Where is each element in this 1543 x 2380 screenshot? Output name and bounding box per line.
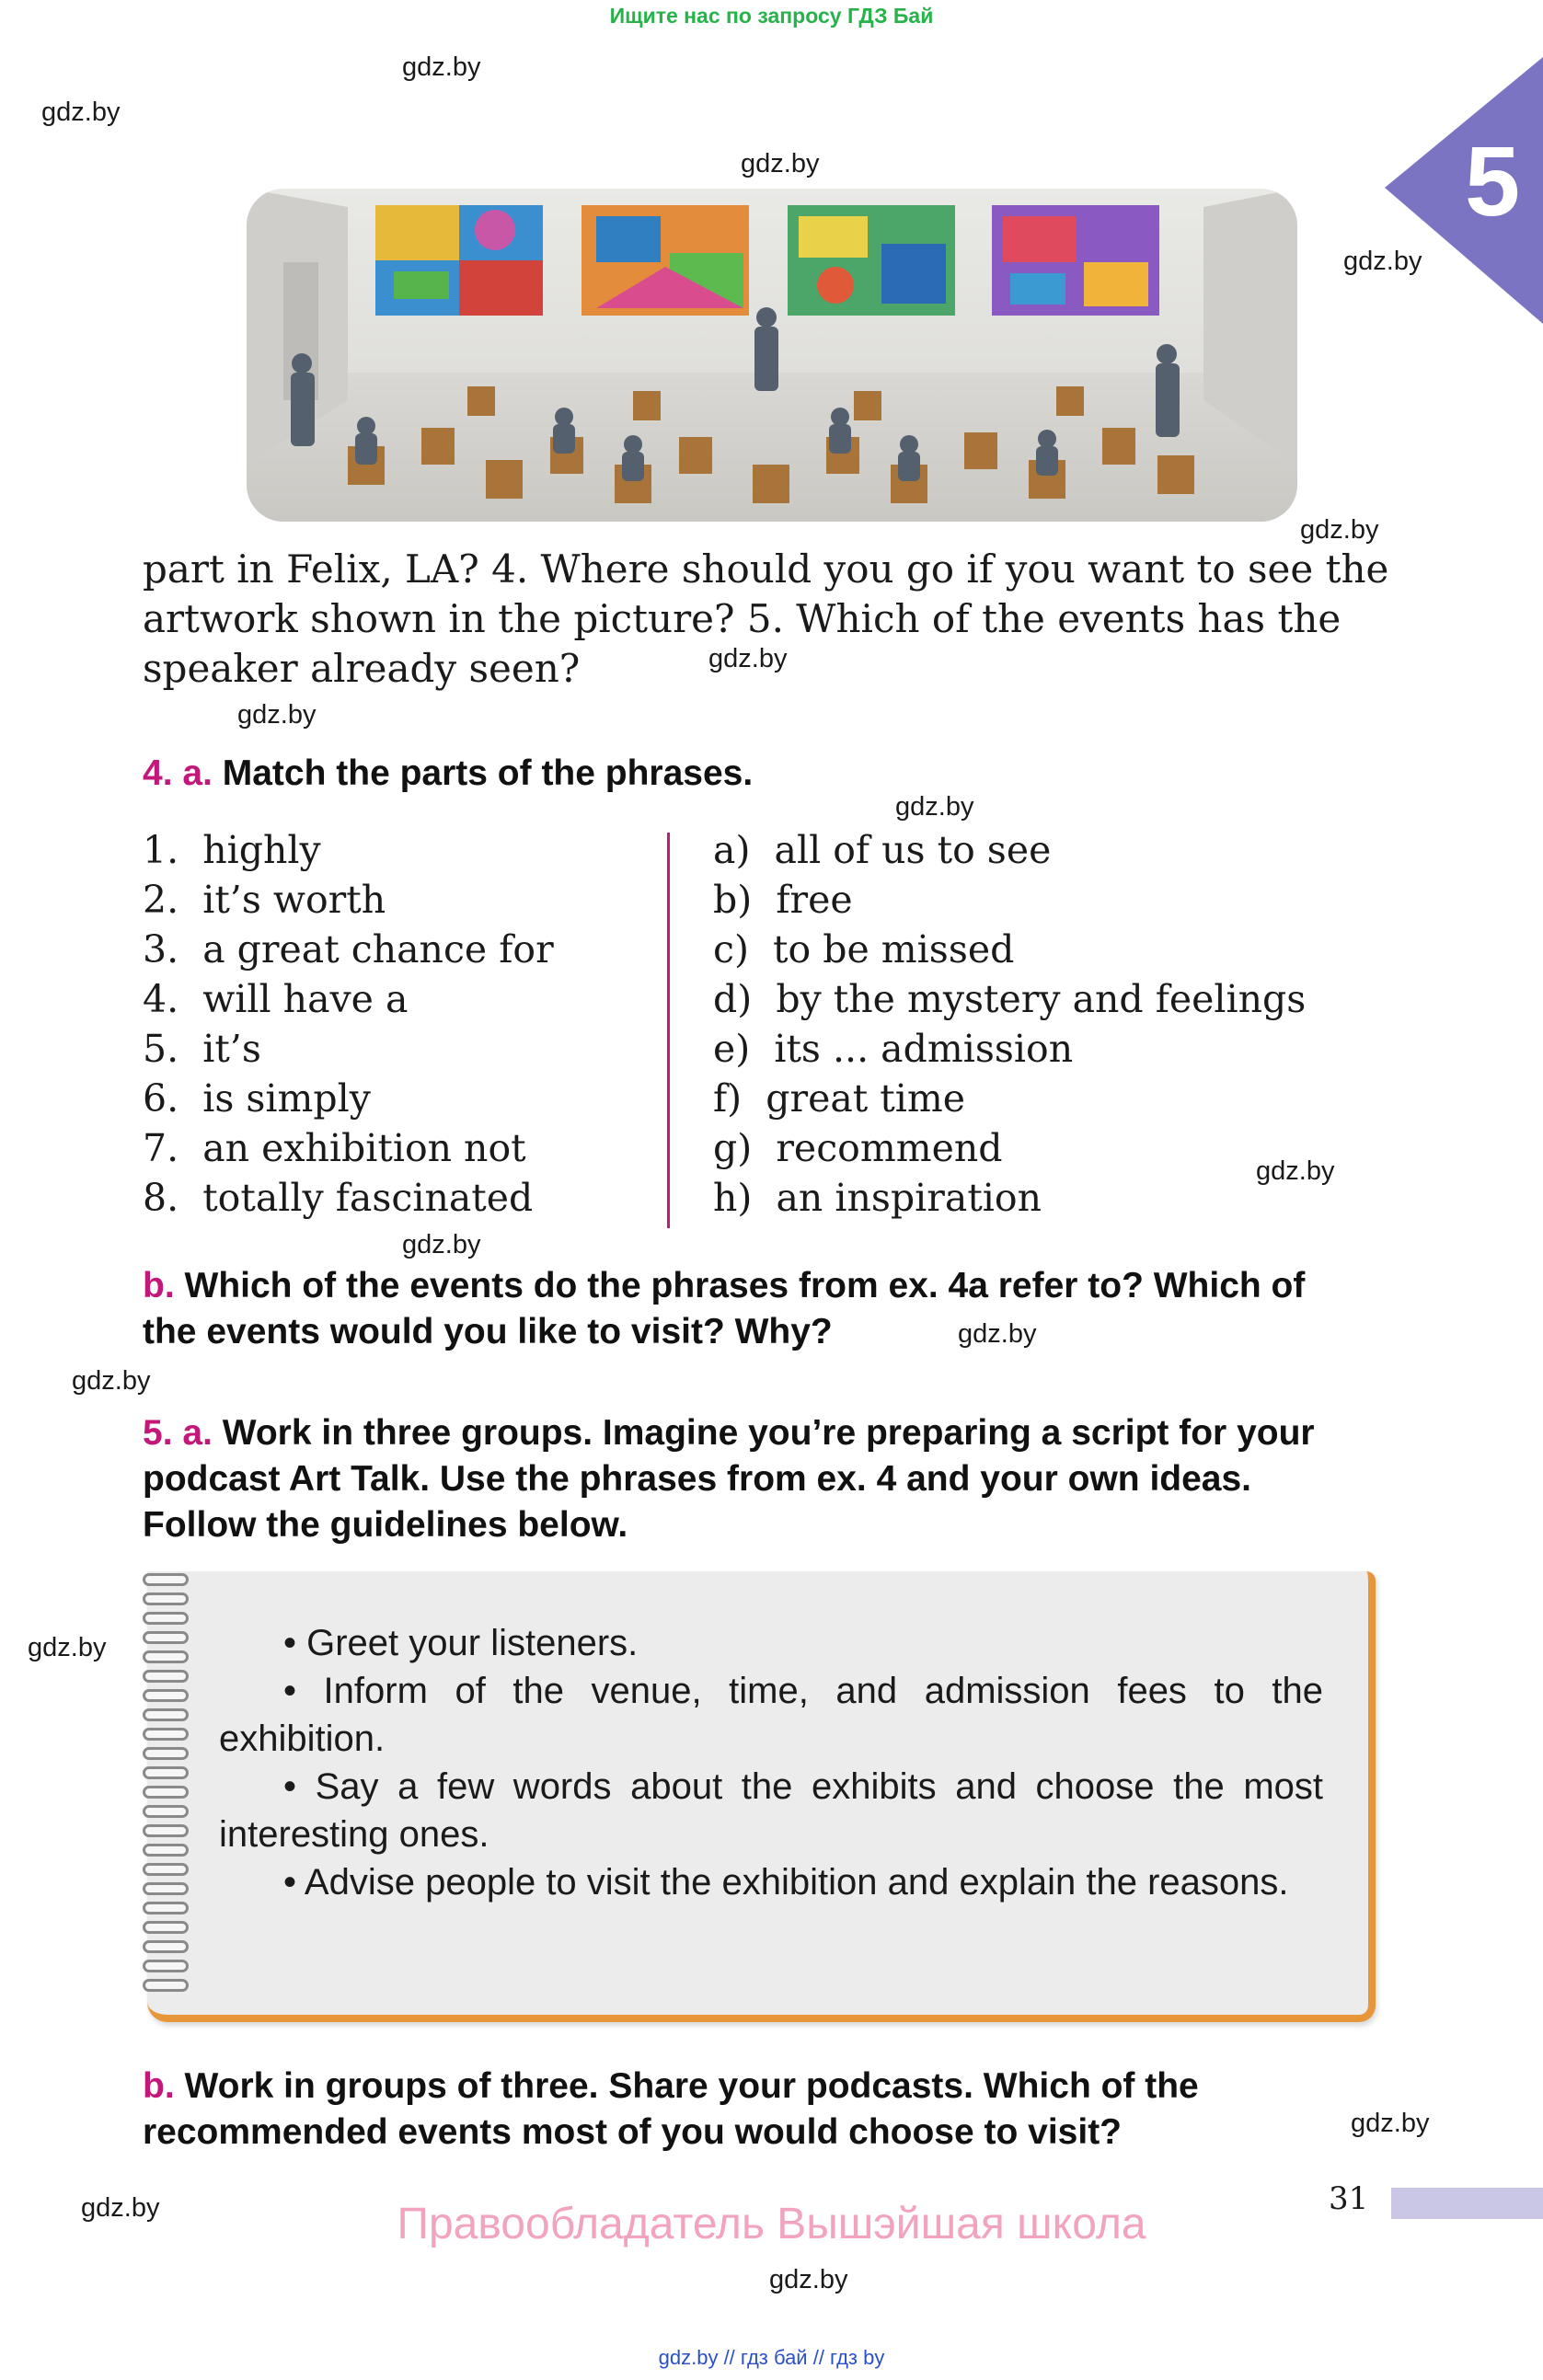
match-left-item: 2. it’s worth <box>143 878 386 922</box>
watermark: gdz.by <box>402 52 481 82</box>
watermark: gdz.by <box>402 1230 481 1259</box>
notebook-ring <box>143 1631 189 1644</box>
notebook-ring <box>143 1612 189 1625</box>
copyright-notice: Правообладатель Вышэйшая школа <box>397 2200 1146 2248</box>
match-right-item: d) by the mystery and feelings <box>713 977 1307 1021</box>
task-letter: b. <box>143 1266 175 1305</box>
watermark: gdz.by <box>81 2193 160 2223</box>
watermark: gdz.by <box>958 1319 1037 1349</box>
match-left-item: 4. will have a <box>143 977 409 1021</box>
task-number: 4. <box>143 753 173 793</box>
notebook-ring <box>143 1805 189 1818</box>
page-number: 31 <box>1329 2180 1369 2217</box>
guideline-item: • Inform of the venue, time, and admission fees to the exhibition. <box>219 1671 1323 1759</box>
guidelines-list <box>219 1619 1323 1906</box>
task-letter: a. <box>182 753 213 793</box>
watermark: gdz.by <box>28 1633 107 1662</box>
task-letter: a. <box>182 1413 213 1453</box>
footer-links: gdz.by // гдз бай // гдз by <box>658 2346 885 2369</box>
match-right-item: b) free <box>713 878 853 922</box>
painting-4 <box>992 205 1159 316</box>
guideline-item: • Greet your listeners. <box>283 1623 639 1663</box>
unit-number: 5 <box>1465 125 1521 236</box>
notebook-ring <box>143 1708 189 1721</box>
match-left-item: 6. is simply <box>143 1076 371 1121</box>
intro-paragraph <box>143 545 1388 694</box>
notebook-ring <box>143 1650 189 1663</box>
match-right-item: h) an inspiration <box>713 1176 1042 1220</box>
task-5a-heading <box>143 1410 1315 1548</box>
notebook-ring <box>143 1902 189 1914</box>
watermark: gdz.by <box>741 149 820 178</box>
match-left-item: 5. it’s <box>143 1027 261 1071</box>
notebook-ring <box>143 1786 189 1799</box>
match-left-item: 3. a great chance for <box>143 927 554 972</box>
task-text: the events would you like to visit? Why? <box>143 1312 833 1351</box>
watermark: gdz.by <box>708 644 788 673</box>
notebook-ring <box>143 1882 189 1895</box>
notebook-ring <box>143 1670 189 1683</box>
task-letter: b. <box>143 2066 175 2106</box>
notebook-ring <box>143 1863 189 1876</box>
intro-line: part in Felix, LA? 4. Where should you go if you want to see the <box>143 546 1389 592</box>
watermark: gdz.by <box>237 700 317 730</box>
task-4b-heading <box>143 1263 1305 1355</box>
task-text: recommended events most of you would choose to visit? <box>143 2112 1123 2152</box>
match-right-item: e) its ... admission <box>713 1027 1074 1071</box>
notebook-ring <box>143 1921 189 1934</box>
match-right-item: f) great time <box>713 1076 966 1121</box>
painting-2 <box>582 205 749 316</box>
notebook-ring <box>143 1766 189 1779</box>
notebook-ring <box>143 1940 189 1953</box>
match-left-item: 8. totally fascinated <box>143 1176 534 1220</box>
notebook-ring <box>143 1689 189 1702</box>
search-hint: Ищите нас по запросу ГДЗ Бай <box>609 4 934 28</box>
guideline-item: • Say a few words about the exhibits and choose the most interesting ones. <box>219 1766 1323 1855</box>
intro-line: speaker already seen? <box>143 646 581 691</box>
notebook-ring <box>143 1573 189 1586</box>
gallery-illustration <box>247 189 1297 522</box>
notebook-ring <box>143 1960 189 1972</box>
notebook-rings <box>143 1573 189 2006</box>
task-text: Match the parts of the phrases. <box>222 753 754 793</box>
watermark: gdz.by <box>41 98 121 127</box>
watermark: gdz.by <box>1343 247 1422 276</box>
watermark: gdz.by <box>1256 1156 1335 1186</box>
task-text: Which of the events do the phrases from ex. 4a refer to? Which of <box>184 1266 1306 1305</box>
notebook-ring <box>143 1844 189 1857</box>
task-number: 5. <box>143 1413 173 1453</box>
notebook-ring <box>143 1979 189 1992</box>
painting-3 <box>788 205 955 316</box>
guideline-item: • Advise people to visit the exhibition and explain the reasons. <box>283 1862 1289 1903</box>
watermark: gdz.by <box>1351 2109 1430 2138</box>
notebook-ring <box>143 1728 189 1741</box>
watermark: gdz.by <box>72 1366 151 1396</box>
painting-1 <box>375 205 543 316</box>
task-text: Work in three groups. Imagine you’re preparing a script for your <box>222 1413 1315 1453</box>
task-text: Follow the guidelines below. <box>143 1505 628 1545</box>
task-text: podcast Art Talk. Use the phrases from ex. 4 and your own ideas. <box>143 1459 1252 1499</box>
task-5b-heading <box>143 2064 1199 2156</box>
task-text: Work in groups of three. Share your podcasts. Which of the <box>184 2066 1199 2106</box>
watermark: gdz.by <box>1300 515 1379 545</box>
match-left-item: 7. an exhibition not <box>143 1126 526 1170</box>
match-right-item: a) all of us to see <box>713 828 1052 872</box>
notebook-ring <box>143 1592 189 1605</box>
match-left-item: 1. highly <box>143 828 321 872</box>
column-divider <box>667 833 670 1228</box>
task-4a-heading <box>143 751 753 797</box>
watermark: gdz.by <box>769 2265 848 2294</box>
intro-line: artwork shown in the picture? 5. Which of the events has the <box>143 596 1341 641</box>
watermark: gdz.by <box>895 792 974 822</box>
notebook-ring <box>143 1824 189 1837</box>
match-right-item: c) to be missed <box>713 927 1015 972</box>
match-right-item: g) recommend <box>713 1126 1003 1170</box>
unit-badge <box>1380 57 1543 324</box>
notebook-ring <box>143 1747 189 1760</box>
